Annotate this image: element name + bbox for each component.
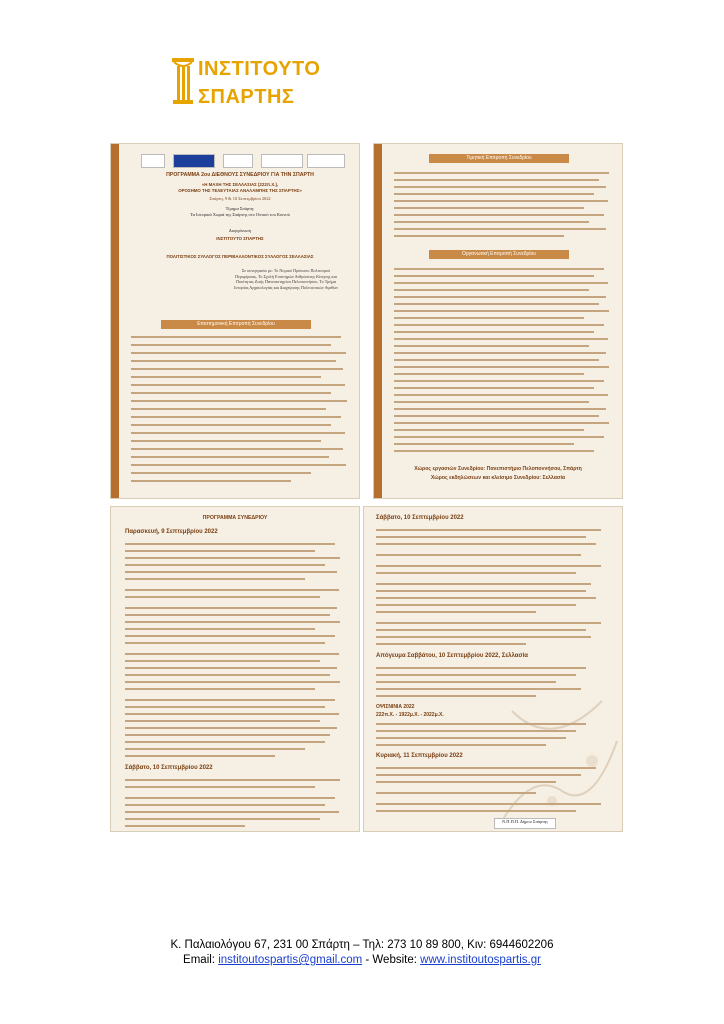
- program-cover-panel: [110, 143, 360, 499]
- email-label: Email:: [183, 954, 219, 966]
- saturday-afternoon-header: Απόγευμα Σαββάτου, 10 Σεπτεμβρίου 2022, Σελλασία: [376, 653, 528, 659]
- program-day1-panel: [110, 506, 360, 832]
- panel-sidebar: [111, 144, 119, 498]
- day-saturday-header: Σάββατο, 10 Σεπτεμβρίου 2022: [125, 765, 213, 771]
- institute-logo: [168, 46, 321, 118]
- footer-contact: [0, 953, 724, 968]
- day-friday-header: Παρασκευή, 9 Σεπτεμβρίου 2022: [125, 529, 218, 535]
- program-date: Σπάρτη, 9 & 10 Σεπτεμβρίου 2022: [209, 196, 271, 201]
- day-saturday-header: Σάββατο, 10 Σεπτεμβρίου 2022: [376, 515, 464, 521]
- opsignia-label: ΟΨΙΣΝΙΝΙΑ 2022: [376, 704, 415, 710]
- organizer-1: ΙΝΣΤΙΤΟΥΤΟ ΣΠΑΡΤΗΣ: [216, 236, 264, 241]
- page-footer: [0, 938, 724, 968]
- organizer-2: ΠΟΛΙΤΙΣΤΙΚΟΣ ΣΥΛΛΟΓΟΣ ΠΕΡΙΒΑΛΛΟΝΤΙΚΟΣ ΣΥΛΛΟΓΟΣ ΣΕΛΛΑΣΙΑΣ: [166, 254, 314, 259]
- honorary-committee-bar: Τιμητική Επιτροπή Συνεδρίου: [429, 154, 569, 163]
- day-sunday-header: Κυριακή, 11 Σεπτεμβρίου 2022: [376, 753, 463, 759]
- website-link[interactable]: www.institoutospartis.gr: [420, 954, 541, 966]
- logo-line-1: ΙΝΣΤΙΤΟΥΤΟ: [198, 58, 321, 80]
- logo-line-2: ΣΠΑΡΤΗΣ: [198, 86, 295, 108]
- committee-bar: Επιστημονική Επιτροπή Συνεδρίου: [161, 320, 311, 329]
- map-illustration: [492, 681, 622, 831]
- organizers-label: Διοργάνωση: [228, 228, 252, 233]
- program-schedule-title: ΠΡΟΓΡΑΜΜΑ ΣΥΝΕΔΡΙΟΥ: [202, 515, 268, 521]
- partners-text: Σε συνεργασία με: Το Νομικό Πρόσωπο Πολιτισμού Περιφέρειας, Το Σχολή Επιστημών Ανθρώπινης Κίνησης και Ποιότητας Ζωής Πανεπιστημίου Πελοποννήσου, Το Τμήμα Ιστορίας Αρχαιολογίας και Διαχείρισης Πολιτιστικών Αγαθών: [233, 268, 339, 290]
- program-subtitle-2: ΟΡΟΣΗΜΟ ΤΗΣ ΤΕΛΕΥΤΑΙΑΣ ΑΝΑΛΑΜΠΗΣ ΤΗΣ ΣΠΑΡΤΗΣ»: [178, 188, 302, 193]
- venue-line: Χώρος εργασιών Συνεδρίου: Πανεπιστήμιο Πελοποννήσου, Σπάρτη: [414, 466, 582, 472]
- opsignia-years: 222π.Χ. - 1922μ.Χ. - 2022μ.Χ.: [376, 712, 444, 718]
- theme-title: Τίμημα Σπάρτη:: [225, 206, 255, 211]
- organizing-committee-bar: Οργανωτική Επιτροπή Συνεδρίου: [429, 250, 569, 259]
- espa-logo: [261, 154, 303, 168]
- sponsor-logo: [223, 154, 253, 168]
- footer-address: Κ. Παλαιολόγου 67, 231 00 Σπάρτη – Τηλ: 273 10 89 800, Κιν: 6944602206: [170, 939, 554, 951]
- sponsor-logo: [307, 154, 345, 168]
- footer-logo-text: Ν.Π.Π.Π. Δήμου Σπάρτης: [502, 819, 548, 824]
- panel-sidebar: [374, 144, 382, 498]
- program-title: ΠΡΟΓΡΑΜΜΑ 2ου ΔΙΕΘΝΟΥΣ ΣΥΝΕΔΡΙΟΥ ΓΙΑ ΤΗΝ ΣΠΑΡΤΗ: [166, 172, 314, 178]
- column-emblem-icon: [168, 56, 198, 108]
- committees-panel: [373, 143, 623, 499]
- program-day2-panel: [363, 506, 623, 832]
- email-link[interactable]: institoutospartis@gmail.com: [218, 954, 363, 966]
- eu-logo: [173, 154, 215, 168]
- sponsor-logo: [141, 154, 165, 168]
- events-venue-line: Χώρος εκδηλώσεων και κλείσιμο Συνεδρίου: Σελλασία: [430, 475, 566, 481]
- program-subtitle-1: «Η ΜΑΧΗ ΤΗΣ ΣΕΛΛΑΣΙΑΣ (222π.Χ.),: [201, 182, 279, 187]
- website-separator: - Website:: [362, 954, 421, 966]
- theme-subtitle: Τα Ιστορικά Χωριά της Σπάρτης στο Οπτικό του Κοινού: [190, 212, 290, 217]
